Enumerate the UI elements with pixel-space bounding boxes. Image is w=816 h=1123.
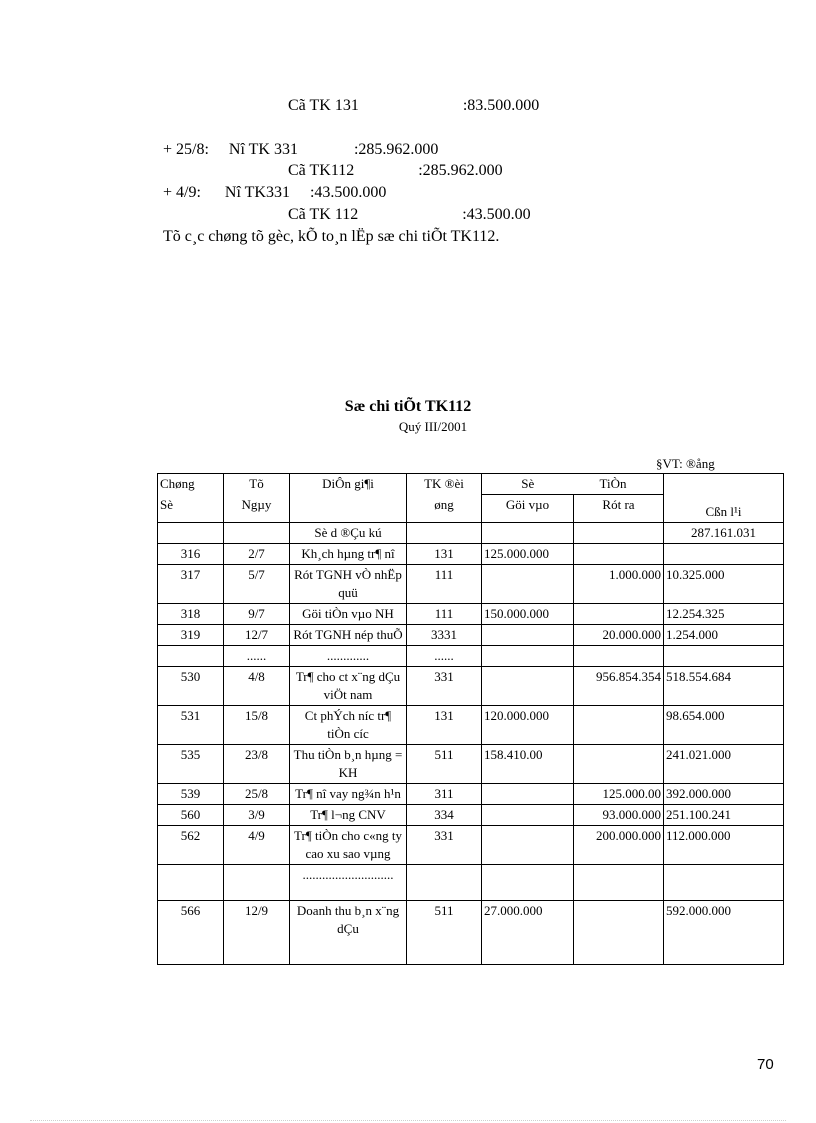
journal-line-3: Cã TK112 :285.962.000 bbox=[288, 162, 503, 179]
cell-in bbox=[482, 804, 574, 825]
header-so-ct: Sè bbox=[158, 495, 224, 523]
table-row bbox=[158, 825, 784, 864]
cell-bal: 112.000.000 bbox=[664, 825, 784, 864]
cell-date: 15/8 bbox=[224, 705, 290, 744]
cell-no bbox=[158, 864, 224, 900]
cell-acct: 111 bbox=[407, 564, 482, 603]
cell-desc: Tr¶ cho ct x¨ng dÇu viÖt nam bbox=[290, 666, 407, 705]
cell-desc: Göi tiÒn vµo NH bbox=[290, 603, 407, 624]
journal-summary: Tõ c¸c chøng tõ gèc, kÕ to¸n lËp sæ chi tiÕt TK112. bbox=[163, 228, 500, 245]
cell-out bbox=[574, 900, 664, 964]
table-row bbox=[158, 603, 784, 624]
header-ngay: Ngµy bbox=[224, 495, 290, 523]
cell-desc: Thu tiÒn b¸n hµng = KH bbox=[290, 744, 407, 783]
ledger-unit: §VT: ®ång bbox=[656, 456, 715, 471]
cell-desc: ............................ bbox=[290, 864, 407, 900]
cell-bal: 592.000.000 bbox=[664, 900, 784, 964]
cell-desc: Tr¶ tiÒn cho c«ng ty cao xu sao vµng bbox=[290, 825, 407, 864]
cell-no: 531 bbox=[158, 705, 224, 744]
cell-desc: Tr¶ l¬ng CNV bbox=[290, 804, 407, 825]
cell-desc: Rót TGNH vÒ nhËp quü bbox=[290, 564, 407, 603]
cell-acct: 511 bbox=[407, 744, 482, 783]
cell-no: 316 bbox=[158, 543, 224, 564]
cell-out bbox=[574, 864, 664, 900]
cell-no: 319 bbox=[158, 624, 224, 645]
header-chung: Chøng bbox=[158, 474, 224, 495]
cell-date: 5/7 bbox=[224, 564, 290, 603]
journal-line-2: + 25/8: Nî TK 331 :285.962.000 bbox=[163, 141, 439, 158]
cell-desc: Ct phÝch níc tr¶ tiÒn cíc bbox=[290, 705, 407, 744]
cell-no: 317 bbox=[158, 564, 224, 603]
cell-in bbox=[482, 666, 574, 705]
cell-no: 535 bbox=[158, 744, 224, 783]
cell-acct: 131 bbox=[407, 705, 482, 744]
cell-bal: 10.325.000 bbox=[664, 564, 784, 603]
header-row-top bbox=[158, 474, 784, 495]
cell-in bbox=[482, 783, 574, 804]
cell-out: 20.000.000 bbox=[574, 624, 664, 645]
cell-bal: 518.554.684 bbox=[664, 666, 784, 705]
table-row bbox=[158, 804, 784, 825]
table-row bbox=[158, 864, 784, 900]
table-row bbox=[158, 564, 784, 603]
cell-in bbox=[482, 645, 574, 666]
cell-bal: 1.254.000 bbox=[664, 624, 784, 645]
cell-in bbox=[482, 624, 574, 645]
cell-acct: 511 bbox=[407, 900, 482, 964]
cell-bal: 98.654.000 bbox=[664, 705, 784, 744]
cell-bal bbox=[664, 864, 784, 900]
cell-no: 318 bbox=[158, 603, 224, 624]
cell-in bbox=[482, 825, 574, 864]
header-blank-2 bbox=[290, 495, 407, 523]
cell-acct bbox=[407, 864, 482, 900]
cell-no: 562 bbox=[158, 825, 224, 864]
opening-label: Sè d ®Çu kú bbox=[290, 522, 407, 543]
table-row bbox=[158, 543, 784, 564]
header-gui-vao: Göi vµo bbox=[482, 495, 574, 523]
cell-no: 566 bbox=[158, 900, 224, 964]
cell-date: 12/7 bbox=[224, 624, 290, 645]
header-row-bottom bbox=[158, 495, 784, 523]
cell-out: 93.000.000 bbox=[574, 804, 664, 825]
ledger-title: Sæ chi tiÕt TK112 bbox=[344, 398, 472, 415]
cell-out bbox=[574, 744, 664, 783]
cell-acct: 334 bbox=[407, 804, 482, 825]
table-row bbox=[158, 645, 784, 666]
table-row bbox=[158, 744, 784, 783]
cell-out: 200.000.000 bbox=[574, 825, 664, 864]
page-number: 70 bbox=[757, 1056, 774, 1073]
cell-in: 150.000.000 bbox=[482, 603, 574, 624]
opening-balance: 287.161.031 bbox=[664, 522, 784, 543]
journal-line-4: + 4/9: Nî TK331 :43.500.000 bbox=[163, 184, 387, 201]
cell-out: 125.000.00 bbox=[574, 783, 664, 804]
journal-line-1: Cã TK 131 :83.500.000 bbox=[288, 97, 540, 114]
cell-date: 2/7 bbox=[224, 543, 290, 564]
cell-date bbox=[224, 864, 290, 900]
header-tk-doi: TK ®èi bbox=[407, 474, 482, 495]
cell-date: ...... bbox=[224, 645, 290, 666]
cell-out: 1.000.000 bbox=[574, 564, 664, 603]
cell-acct: 331 bbox=[407, 666, 482, 705]
table-row bbox=[158, 783, 784, 804]
cell-in: 120.000.000 bbox=[482, 705, 574, 744]
header-ung: øng bbox=[407, 495, 482, 523]
cell-acct: 3331 bbox=[407, 624, 482, 645]
cell-date: 23/8 bbox=[224, 744, 290, 783]
ledger-period: Quý III/2001 bbox=[398, 419, 468, 434]
header-con-lai: Cßn l¹i bbox=[664, 495, 784, 523]
cell-out bbox=[574, 645, 664, 666]
cell-acct: 331 bbox=[407, 825, 482, 864]
cell-no: 539 bbox=[158, 783, 224, 804]
header-dien-giai: DiÔn gi¶i bbox=[290, 474, 407, 495]
cell-in bbox=[482, 564, 574, 603]
cell-desc: Doanh thu b¸n x¨ng dÇu bbox=[290, 900, 407, 964]
cell-no: 530 bbox=[158, 666, 224, 705]
ledger-table bbox=[157, 473, 784, 965]
cell-acct: 111 bbox=[407, 603, 482, 624]
cell-out bbox=[574, 603, 664, 624]
cell-out bbox=[574, 705, 664, 744]
cell-bal: 392.000.000 bbox=[664, 783, 784, 804]
bottom-divider bbox=[30, 1120, 786, 1121]
cell-bal bbox=[664, 645, 784, 666]
cell-bal: 12.254.325 bbox=[664, 603, 784, 624]
cell-date: 25/8 bbox=[224, 783, 290, 804]
cell-in: 125.000.000 bbox=[482, 543, 574, 564]
cell-desc: Tr¶ nî vay ng¾n h¹n bbox=[290, 783, 407, 804]
cell-bal: 251.100.241 bbox=[664, 804, 784, 825]
opening-row bbox=[158, 522, 784, 543]
cell-date: 3/9 bbox=[224, 804, 290, 825]
table-row bbox=[158, 705, 784, 744]
cell-date: 4/9 bbox=[224, 825, 290, 864]
cell-bal: 241.021.000 bbox=[664, 744, 784, 783]
cell-acct: ...... bbox=[407, 645, 482, 666]
cell-acct: 131 bbox=[407, 543, 482, 564]
cell-acct: 311 bbox=[407, 783, 482, 804]
header-rut-ra: Rót ra bbox=[574, 495, 664, 523]
table-row bbox=[158, 666, 784, 705]
cell-desc: Kh¸ch hµng tr¶ nî bbox=[290, 543, 407, 564]
header-so: Sè bbox=[482, 474, 574, 495]
cell-no bbox=[158, 645, 224, 666]
cell-desc: Rót TGNH nép thuÕ bbox=[290, 624, 407, 645]
cell-in: 158.410.00 bbox=[482, 744, 574, 783]
cell-in: 27.000.000 bbox=[482, 900, 574, 964]
cell-date: 9/7 bbox=[224, 603, 290, 624]
cell-in bbox=[482, 864, 574, 900]
journal-line-5: Cã TK 112 :43.500.00 bbox=[288, 206, 531, 223]
cell-date: 4/8 bbox=[224, 666, 290, 705]
cell-out: 956.854.354 bbox=[574, 666, 664, 705]
cell-desc: ............. bbox=[290, 645, 407, 666]
header-tien: TiÒn bbox=[574, 474, 664, 495]
table-row bbox=[158, 900, 784, 964]
header-blank bbox=[664, 474, 784, 495]
cell-bal bbox=[664, 543, 784, 564]
table-row bbox=[158, 624, 784, 645]
cell-date: 12/9 bbox=[224, 900, 290, 964]
header-to: Tõ bbox=[224, 474, 290, 495]
cell-out bbox=[574, 543, 664, 564]
cell-no: 560 bbox=[158, 804, 224, 825]
